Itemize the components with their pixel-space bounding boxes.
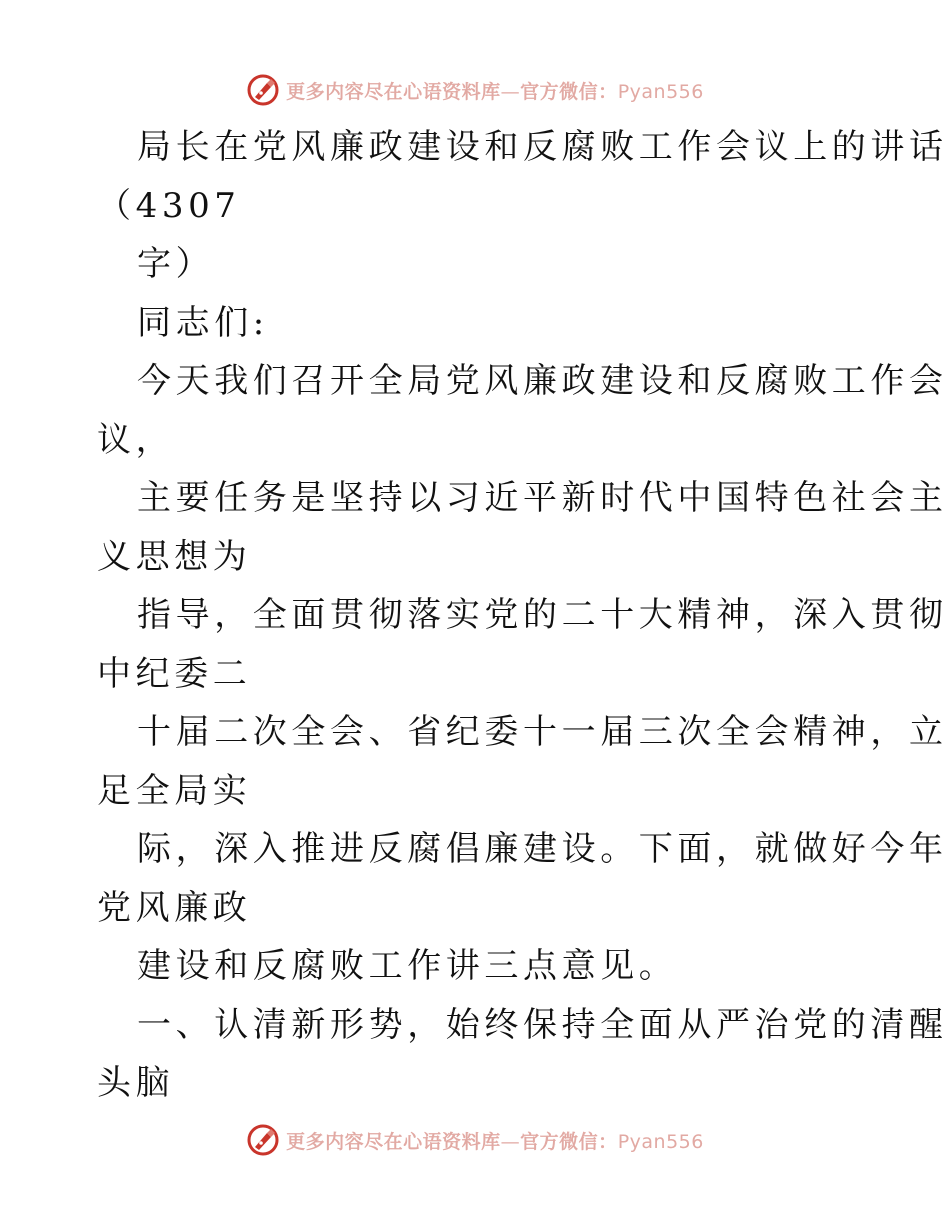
doc-line: 头脑	[97, 1063, 175, 1103]
doc-line: 建设和反腐败工作讲三点意见。	[137, 946, 678, 986]
doc-line: 足全局实	[97, 770, 252, 811]
watermark-text	[286, 1127, 704, 1154]
doc-line: 十届二次全会、省纪委十一届三次全会精神，立	[137, 712, 948, 752]
watermark-official-label: 官方微信：	[520, 80, 618, 103]
watermark-wechat-id: Pyan556	[617, 1130, 704, 1153]
doc-title-line: 局长在党风廉政建设和反腐败工作会议上的讲话	[137, 127, 948, 167]
doc-line: 字）	[137, 244, 215, 284]
watermark-official-label: 官方微信：	[520, 1130, 618, 1153]
doc-line: 议，	[97, 419, 175, 460]
doc-line: 义思想为	[97, 536, 252, 577]
document-body	[97, 118, 948, 1113]
doc-line: 党风廉政	[97, 887, 252, 928]
watermark-text	[286, 77, 704, 104]
watermark-site-text: 更多内容尽在心语资料库	[286, 1130, 501, 1153]
watermark-separator: —	[500, 80, 521, 103]
doc-line: 今天我们召开全局党风廉政建设和反腐败工作会	[137, 361, 948, 401]
watermark-wechat-id: Pyan556	[617, 80, 704, 103]
watermark-site-text: 更多内容尽在心语资料库	[286, 80, 501, 103]
doc-line: （4307	[97, 185, 241, 226]
watermark-separator: —	[500, 1130, 521, 1153]
pen-nib-logo-icon	[246, 73, 280, 107]
doc-section-heading: 一、认清新形势，始终保持全面从严治党的清醒	[137, 1004, 948, 1045]
doc-line: 际，深入推进反腐倡廉建设。下面，就做好今年	[137, 829, 948, 869]
doc-line: 中纪委二	[97, 653, 252, 694]
header-watermark	[0, 72, 950, 108]
doc-line: 指导，全面贯彻落实党的二十大精神，深入贯彻	[137, 595, 948, 635]
doc-line: 主要任务是坚持以习近平新时代中国特色社会主	[137, 478, 948, 518]
pen-nib-logo-icon	[246, 1123, 280, 1157]
doc-salutation: 同志们:	[137, 302, 269, 343]
footer-watermark	[0, 1122, 950, 1158]
